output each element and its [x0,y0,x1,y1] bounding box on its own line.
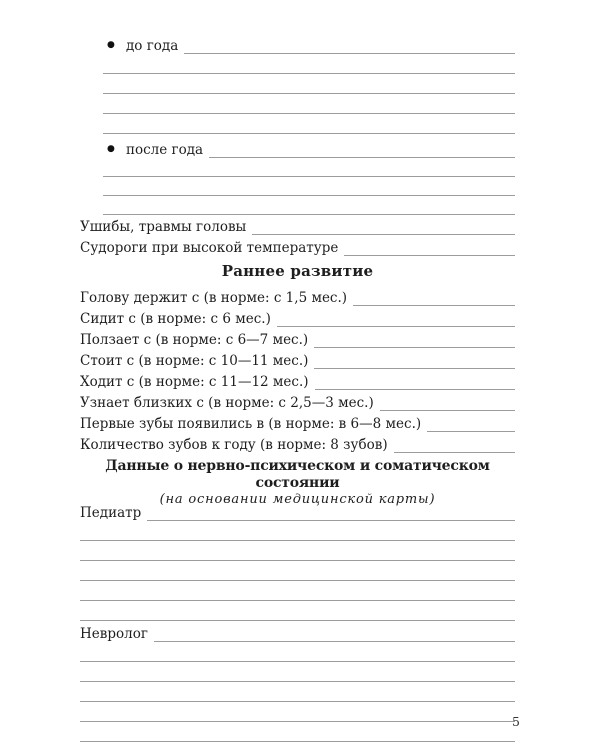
bullet-dot-icon: ● [107,40,115,50]
early-development-list [80,285,515,453]
ruled-line [103,177,515,196]
dev-row-holds-head [80,285,515,306]
write-in-line [380,407,515,411]
ruled-line [80,682,515,702]
ruled-line [80,722,515,742]
ruled-line [80,662,515,682]
bullet-item-label: до года [126,38,179,54]
field-label: Невролог [80,626,148,642]
dev-row-crawls [80,327,515,348]
ruled-line [103,114,515,134]
section-title-early-development: Раннее развитие [221,262,374,280]
dev-row-label: Количество зубов к году (в норме: 8 зубов) [80,437,388,453]
ruled-line [80,561,515,581]
ruled-line [103,196,515,215]
write-in-line [314,365,515,369]
dev-row-label: Стоит с (в норме: с 10—11 мес.) [80,353,309,369]
ruled-line [80,702,515,722]
write-in-line [344,252,515,256]
ruled-line [103,74,515,94]
field-label: Судороги при высокой температуре [80,240,339,256]
dev-row-recognizes [80,390,515,411]
ruled-line [80,642,515,662]
ruled-line [103,54,515,74]
dev-row-label: Сидит с (в норме: с 6 мес.) [80,311,271,327]
field-label: Педиатр [80,505,142,521]
ruled-line [80,581,515,601]
bullet-item-after-year [103,134,515,158]
field-label: Ушибы, травмы головы [80,219,247,235]
field-pediatrician [80,507,515,521]
ruled-line [103,94,515,114]
dev-row-sits [80,306,515,327]
bullet-item-before-year [103,30,515,54]
ruled-line [80,541,515,561]
write-in-line [277,323,515,327]
dev-row-label: Ползает с (в норме: с 6—7 мес.) [80,332,309,348]
dev-row-label: Узнает близких с (в норме: с 2,5—3 мес.) [80,395,374,411]
field-neurologist [80,621,515,642]
write-in-line [315,386,515,390]
dev-row-label: Первые зубы появились в (в норме: в 6—8 мес.) [80,416,422,432]
dev-row-stands [80,348,515,369]
page-number: 5 [512,714,520,729]
page-content [80,30,515,742]
dev-row-label: Ходит с (в норме: с 11—12 мес.) [80,374,309,390]
write-in-line [154,638,515,642]
section-title-medical-data: Данные о нервно-психическом и соматическом состоянии [105,458,490,491]
dev-row-label: Голову держит с (в норме: с 1,5 мес.) [80,290,348,306]
write-in-line [252,231,515,235]
section-subtitle-medical-card: (на основании медицинской карты) [159,492,436,507]
ruled-line [80,521,515,541]
write-in-line [147,517,515,521]
write-in-line [427,428,515,432]
write-in-line [209,154,515,158]
field-seizures [80,235,515,256]
dev-row-first-teeth [80,411,515,432]
write-in-line [314,344,515,348]
bullet-dot-icon: ● [107,144,115,154]
write-in-line [353,302,515,306]
ruled-line [80,601,515,621]
write-in-line [394,449,515,453]
bullet-item-label: после года [126,142,204,158]
dev-row-teeth-count [80,432,515,453]
write-in-line [184,50,515,54]
field-head-injuries [80,215,515,235]
ruled-line [103,158,515,177]
dev-row-walks [80,369,515,390]
